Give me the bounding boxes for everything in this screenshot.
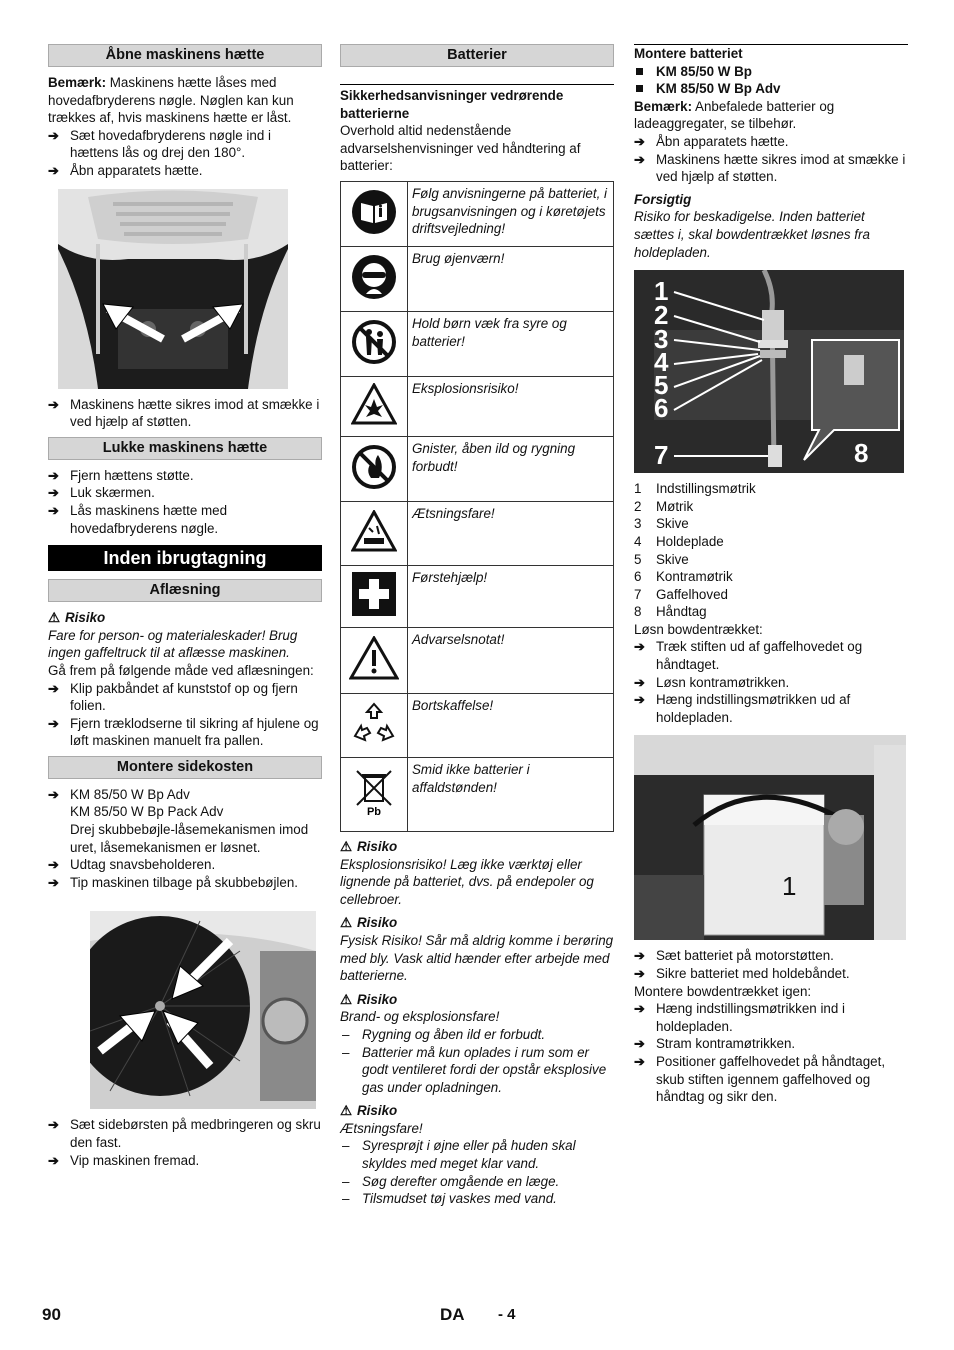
no-fire-icon [351, 444, 397, 490]
step: ➔ Klip pakbåndet af kunststof op og fjern folien. [48, 680, 298, 714]
caution-text: Risiko for beskadigelse. Inden batteriet sættes i, skal bowdentrækket løsnes fra holdepladen. [634, 209, 870, 260]
symbol-row: Bortskaffelse! [341, 693, 614, 757]
step: ➔ Luk skærmen. [48, 485, 155, 501]
warning-icon [349, 636, 399, 680]
legend-item: 7 Gaffelhoved [634, 586, 728, 602]
arrow-icon: ➔ [634, 674, 645, 690]
subheading: Montere batteriet [634, 46, 743, 61]
risk-text: Brand- og eksplosionsfare! [340, 1009, 500, 1025]
symbol-row: Førstehjælp! [341, 565, 614, 627]
step: ➔ Åbn apparatets hætte. [634, 133, 789, 149]
arrow-icon: ➔ [634, 639, 645, 655]
arrow-icon: ➔ [48, 857, 59, 873]
model-item: KM 85/50 W Bp Adv [634, 80, 908, 98]
symbol-row: Eksplosionsrisiko! [341, 376, 614, 436]
legend-item: 8 Håndtag [634, 604, 707, 620]
risk-heading: ⚠ Risiko [340, 915, 398, 931]
symbol-row: Følg anvisningerne på batteriet, i brugsanvisningen og i køretøjets driftsvejledning! [341, 181, 614, 246]
hood-photo [58, 189, 288, 389]
arrow-icon: ➔ [48, 485, 59, 501]
svg-text:Pb: Pb [366, 806, 382, 818]
risk-text: Eksplosionsrisiko! Læg ikke værktøj eller lignende på batteriet, dvs. på endepoler og cellebroer. [340, 856, 594, 907]
svg-text:7: 7 [654, 440, 669, 471]
caution-heading: Forsigtig [634, 191, 692, 207]
risk-heading: ⚠ Risiko [340, 1103, 398, 1119]
arrow-icon: ➔ [48, 127, 59, 143]
list-item: – Søg derefter omgående en læge. [342, 1173, 560, 1189]
corrosive-icon [351, 510, 397, 552]
arrow-icon: ➔ [634, 692, 645, 708]
legend-item: 3 Skive [634, 516, 689, 532]
arrow-icon: ➔ [634, 948, 645, 964]
step: ➔ Løsn kontramøtrikken. [634, 674, 790, 690]
sub-page-number: - 4 [498, 1306, 516, 1323]
arrow-icon: ➔ [48, 680, 59, 696]
step: ➔ Åbn apparatets hætte. [48, 162, 203, 178]
legend-item: 5 Skive [634, 551, 689, 567]
arrow-icon: ➔ [48, 715, 59, 731]
arrow-icon: ➔ [48, 1117, 59, 1133]
book-icon [351, 189, 397, 235]
step: ➔ Maskinens hætte sikres imod at smække i ved hjælp af støtten. [48, 396, 320, 430]
eye-protection-icon [351, 254, 397, 300]
svg-text:6: 6 [654, 393, 669, 424]
step: ➔ Fjern hættens støtte. [48, 467, 194, 483]
step: ➔ Tip maskinen tilbage på skubbebøjlen. [48, 874, 299, 890]
step: ➔ Hæng indstillingsmøtrikken ud af holdepladen. [634, 692, 851, 725]
paragraph: Montere bowdentrækket igen: [634, 983, 812, 999]
warning-triangle-icon: ⚠ [340, 915, 353, 931]
arrow-icon: ➔ [634, 151, 645, 167]
legend-item: 6 Kontramøtrik [634, 569, 733, 585]
risk-text: Fare for person- og materialeskader! Brug ingen gaffeltruck til at aflæsse maskinen. [48, 627, 298, 661]
note: Bemærk: Anbefalede batterier og ladeaggregater, se tilbehør. [634, 98, 835, 132]
paragraph: Overhold altid nedenstående advarselshenvisninger ved håndtering af batterier: [340, 123, 581, 174]
symbol-table [340, 181, 614, 832]
step: ➔ Maskinens hætte sikres imod at smække i ved hjælp af støtten. [634, 151, 906, 185]
legend-item: 2 Møtrik [634, 498, 694, 514]
side-brush-photo [90, 911, 316, 1109]
step: ➔ Fjern træklodserne til sikring af hjulene og løft maskinen manuelt fra pallen. [48, 715, 319, 749]
symbol-row: Brug øjenværn! [341, 246, 614, 311]
step: ➔ Vip maskinen fremad. [48, 1152, 200, 1168]
arrow-icon: ➔ [634, 1054, 645, 1069]
warning-triangle-icon: ⚠ [340, 838, 353, 854]
paragraph: Drej skubbebøjle-låsemekanismen imod uret, låsemekanismen er løsnet. [70, 822, 309, 855]
first-aid-icon [351, 571, 397, 617]
warning-triangle-icon: ⚠ [340, 1103, 353, 1119]
paragraph: KM 85/50 W Bp Pack Adv [70, 804, 224, 820]
section-title-close-hood: Lukke maskinens hætte [48, 437, 322, 460]
bowden-cable-photo [634, 270, 904, 473]
symbol-row: Pb Smid ikke batterier i affaldstønden! [341, 757, 614, 831]
risk-text: Fysisk Risiko! Sår må aldrig komme i berøring med bly. Vask altid hænder efter arbejde med batterierne. [340, 932, 614, 984]
arrow-icon: ➔ [48, 467, 59, 483]
arrow-icon: ➔ [48, 396, 59, 412]
svg-text:3: 3 [654, 324, 669, 355]
note: Bemærk: Maskinens hætte låses med hovedafbryderens nøgle. Nøglen kan kun trækkes af, hvis maskinens hætte er låst. [48, 75, 294, 126]
step: ➔ Hæng indstillingsmøtrikken ind i holdepladen. [634, 1001, 846, 1034]
arrow-icon: ➔ [634, 133, 645, 149]
step: ➔ KM 85/50 W Bp Adv [48, 786, 190, 802]
step: ➔ Stram kontramøtrikken. [634, 1036, 796, 1052]
step: ➔ Udtag snavsbeholderen. [48, 857, 216, 873]
step: ➔ Træk stiften ud af gaffelhovedet og håndtaget. [634, 639, 863, 673]
arrow-icon: ➔ [48, 502, 59, 518]
svg-text:4: 4 [654, 347, 669, 378]
arrow-icon: ➔ [48, 1152, 59, 1168]
symbol-row: Hold børn væk fra syre og batterier! [341, 311, 614, 376]
risk-heading: ⚠ Risiko [340, 991, 398, 1007]
language-code: DA [440, 1305, 465, 1324]
step: ➔ Lås maskinens hætte med hovedafbryderens nøgle. [48, 502, 228, 536]
svg-text:2: 2 [654, 300, 669, 331]
svg-text:5: 5 [654, 370, 669, 401]
column-middle [340, 44, 614, 1208]
list-item: – Batterier må kun oplades i rum som er godt ventileret fordi der opstår eksplosive gas under opladningen. [342, 1044, 607, 1095]
chapter-title: Inden ibrugtagning [48, 545, 322, 571]
legend-item: 4 Holdeplade [634, 533, 724, 549]
recycle-icon [351, 700, 397, 746]
step: ➔ Sikre batteriet med holdebåndet. [634, 966, 850, 982]
legend-item: 1 Indstillingsmøtrik [634, 481, 756, 497]
section-title-batteries: Batterier [340, 44, 614, 67]
arrow-icon: ➔ [634, 1001, 645, 1017]
arrow-icon: ➔ [634, 1036, 645, 1052]
paragraph: Gå frem på følgende måde ved aflæsningen: [48, 662, 314, 678]
section-title-unloading: Aflæsning [48, 579, 322, 602]
step: ➔ Sæt hovedafbryderens nøgle ind i hættens lås og drej den 180°. [48, 127, 271, 161]
arrow-icon: ➔ [48, 786, 59, 802]
risk-text: Ætsningsfare! [340, 1120, 423, 1136]
subheading: Sikkerhedsanvisninger vedrørende batterierne [340, 84, 614, 122]
warning-triangle-icon: ⚠ [48, 610, 61, 626]
risk-heading: ⚠ Risiko [48, 610, 106, 626]
section-title-side-brush: Montere sidekosten [48, 756, 322, 779]
svg-text:1: 1 [654, 276, 669, 307]
no-children-icon [351, 319, 397, 365]
explosion-icon [351, 383, 397, 425]
step: ➔ Sæt batteriet på motorstøtten. [634, 948, 834, 964]
list-item: – Tilsmudset tøj vaskes med vand. [342, 1191, 557, 1207]
arrow-icon: ➔ [634, 966, 645, 982]
svg-text:1: 1 [782, 871, 797, 902]
battery-photo [634, 735, 906, 940]
warning-triangle-icon: ⚠ [340, 991, 353, 1007]
symbol-row: Gnister, åben ild og rygning forbudt! [341, 436, 614, 501]
section-title-open-hood: Åbne maskinens hætte [48, 44, 322, 67]
svg-text:8: 8 [854, 438, 869, 469]
symbol-row: Ætsningsfare! [341, 501, 614, 565]
step: ➔ Sæt sidebørsten på medbringeren og skru den fast. [48, 1117, 321, 1151]
arrow-icon: ➔ [48, 874, 59, 890]
risk-heading: ⚠ Risiko [340, 838, 398, 854]
crossed-bin-icon [351, 767, 397, 817]
step: ➔ Positioner gaffelhovedet på håndtaget, skub stiften igennem gaffelhoved og håndtag og sikr den. [634, 1054, 886, 1105]
paragraph: Løsn bowdentrækket: [634, 621, 763, 637]
symbol-row: Advarselsnotat! [341, 627, 614, 693]
column-left [48, 44, 322, 1169]
list-item: – Syresprøjt i øjne eller på huden skal skyldes med meget klar vand. [342, 1138, 576, 1172]
arrow-icon: ➔ [48, 162, 59, 178]
column-right [634, 44, 908, 1106]
list-item: – Rygning og åben ild er forbudt. [342, 1026, 546, 1042]
page-number: 90 [42, 1305, 61, 1324]
model-item: KM 85/50 W Bp [634, 63, 908, 81]
